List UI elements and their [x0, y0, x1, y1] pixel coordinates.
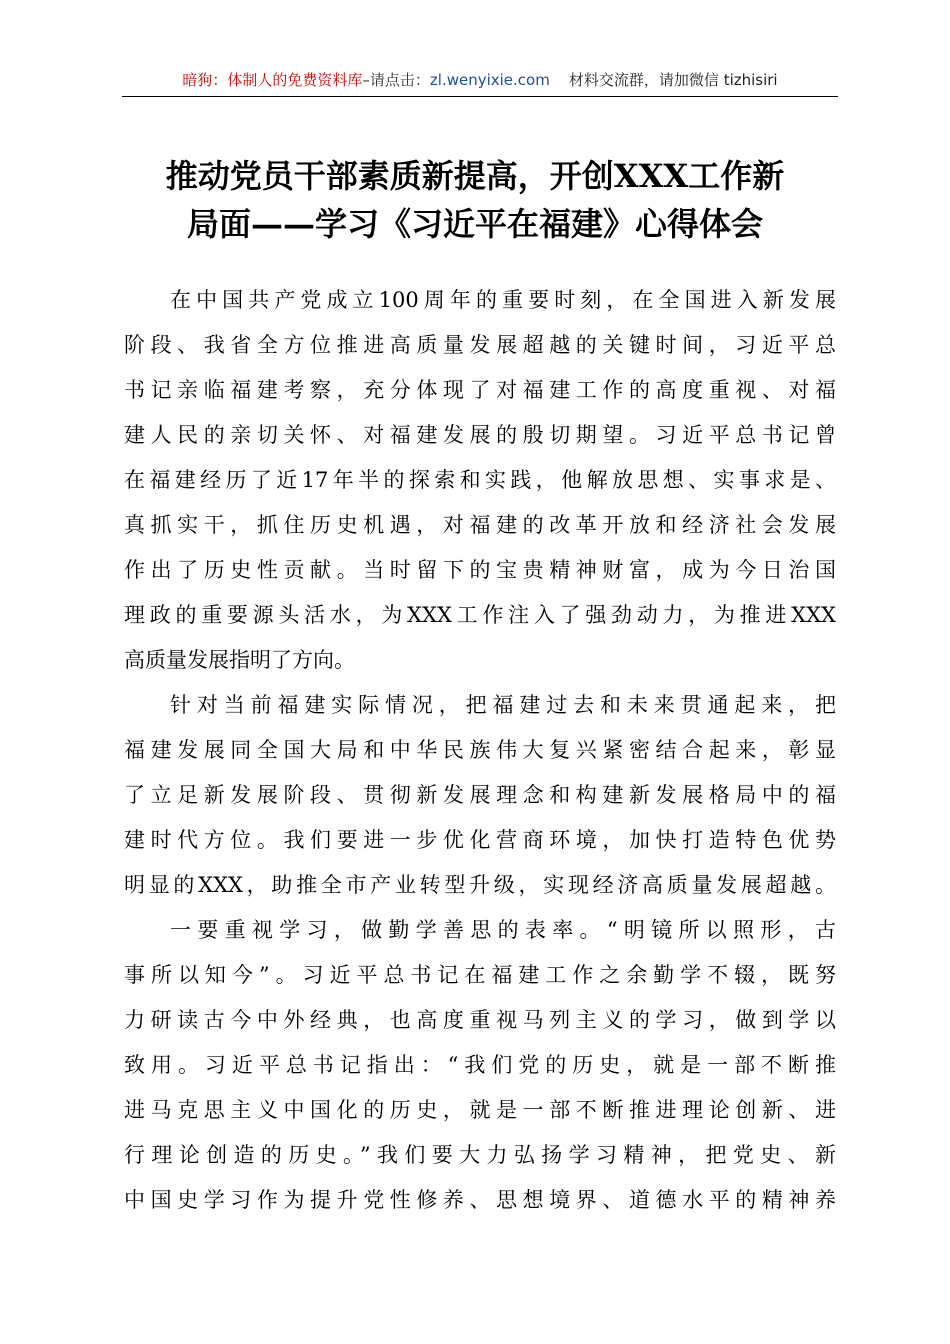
body-line: 明显的XXX，助推全市产业转型升级，实现经济高质量发展超越。 — [124, 873, 836, 897]
document-title — [100, 152, 850, 248]
title-line-2: 局面——学习《习近平在福建》心得体会 — [186, 205, 763, 243]
body-line: 行理论创造的历史。”我们要大力弘扬学习精神，把党史、新 — [124, 1143, 836, 1167]
document-body — [124, 278, 836, 1223]
body-line: 福建发展同全国大局和中华民族伟大复兴紧密结合起来，彰显 — [124, 738, 836, 762]
body-line: 真抓实干，抓住历史机遇，对福建的改革开放和经济社会发展 — [124, 513, 836, 537]
body-line: 书记亲临福建考察，充分体现了对福建工作的高度重视、对福 — [124, 378, 836, 402]
header-url-link[interactable]: zl.wenyixie.com — [429, 71, 550, 89]
body-line: 了立足新发展阶段、贯彻新发展理念和构建新发展格局中的福 — [124, 783, 836, 807]
header-prompt: –请点击： — [362, 71, 430, 89]
paragraph-3 — [124, 908, 836, 1223]
body-line: 建时代方位。我们要进一步优化营商环境，加快打造特色优势 — [124, 828, 836, 852]
paragraph-1 — [124, 278, 836, 683]
paragraph-2 — [124, 683, 836, 908]
body-line: 事所以知今”。习近平总书记在福建工作之余勤学不辍，既努 — [124, 963, 836, 987]
body-line: 理政的重要源头活水，为XXX工作注入了强劲动力，为推进XXX — [124, 603, 836, 627]
body-line: 中国史学习作为提升党性修养、思想境界、道德水平的精神养 — [124, 1188, 836, 1212]
page-header — [122, 68, 838, 97]
body-line: 力研读古今中外经典，也高度重视马列主义的学习，做到学以 — [124, 1008, 836, 1032]
body-line: 针对当前福建实际情况，把福建过去和未来贯通起来，把 — [170, 693, 836, 717]
body-line: 作出了历史性贡献。当时留下的宝贵精神财富，成为今日治国 — [124, 558, 836, 582]
body-line: 高质量发展指明了方向。 — [124, 648, 355, 672]
body-line: 阶段、我省全方位推进高质量发展超越的关键时间，习近平总 — [124, 333, 836, 357]
title-line-1: 推动党员干部素质新提高，开创XXX工作新 — [165, 157, 785, 195]
body-line: 进马克思主义中国化的历史，就是一部不断推进理论创新、进 — [124, 1098, 836, 1122]
body-line: 在中国共产党成立100周年的重要时刻，在全国进入新发展 — [170, 288, 836, 312]
body-line: 一要重视学习，做勤学善思的表率。“明镜所以照形，古 — [170, 918, 836, 942]
header-contact: 材料交流群，请加微信 tizhisiri — [568, 71, 778, 89]
header-brand: 暗狗：体制人的免费资料库 — [182, 71, 363, 89]
body-line: 在福建经历了近17年半的探索和实践，他解放思想、实事求是、 — [124, 468, 836, 492]
body-line: 建人民的亲切关怀、对福建发展的殷切期望。习近平总书记曾 — [124, 423, 836, 447]
body-line: 致用。习近平总书记指出：“我们党的历史，就是一部不断推 — [124, 1053, 836, 1077]
